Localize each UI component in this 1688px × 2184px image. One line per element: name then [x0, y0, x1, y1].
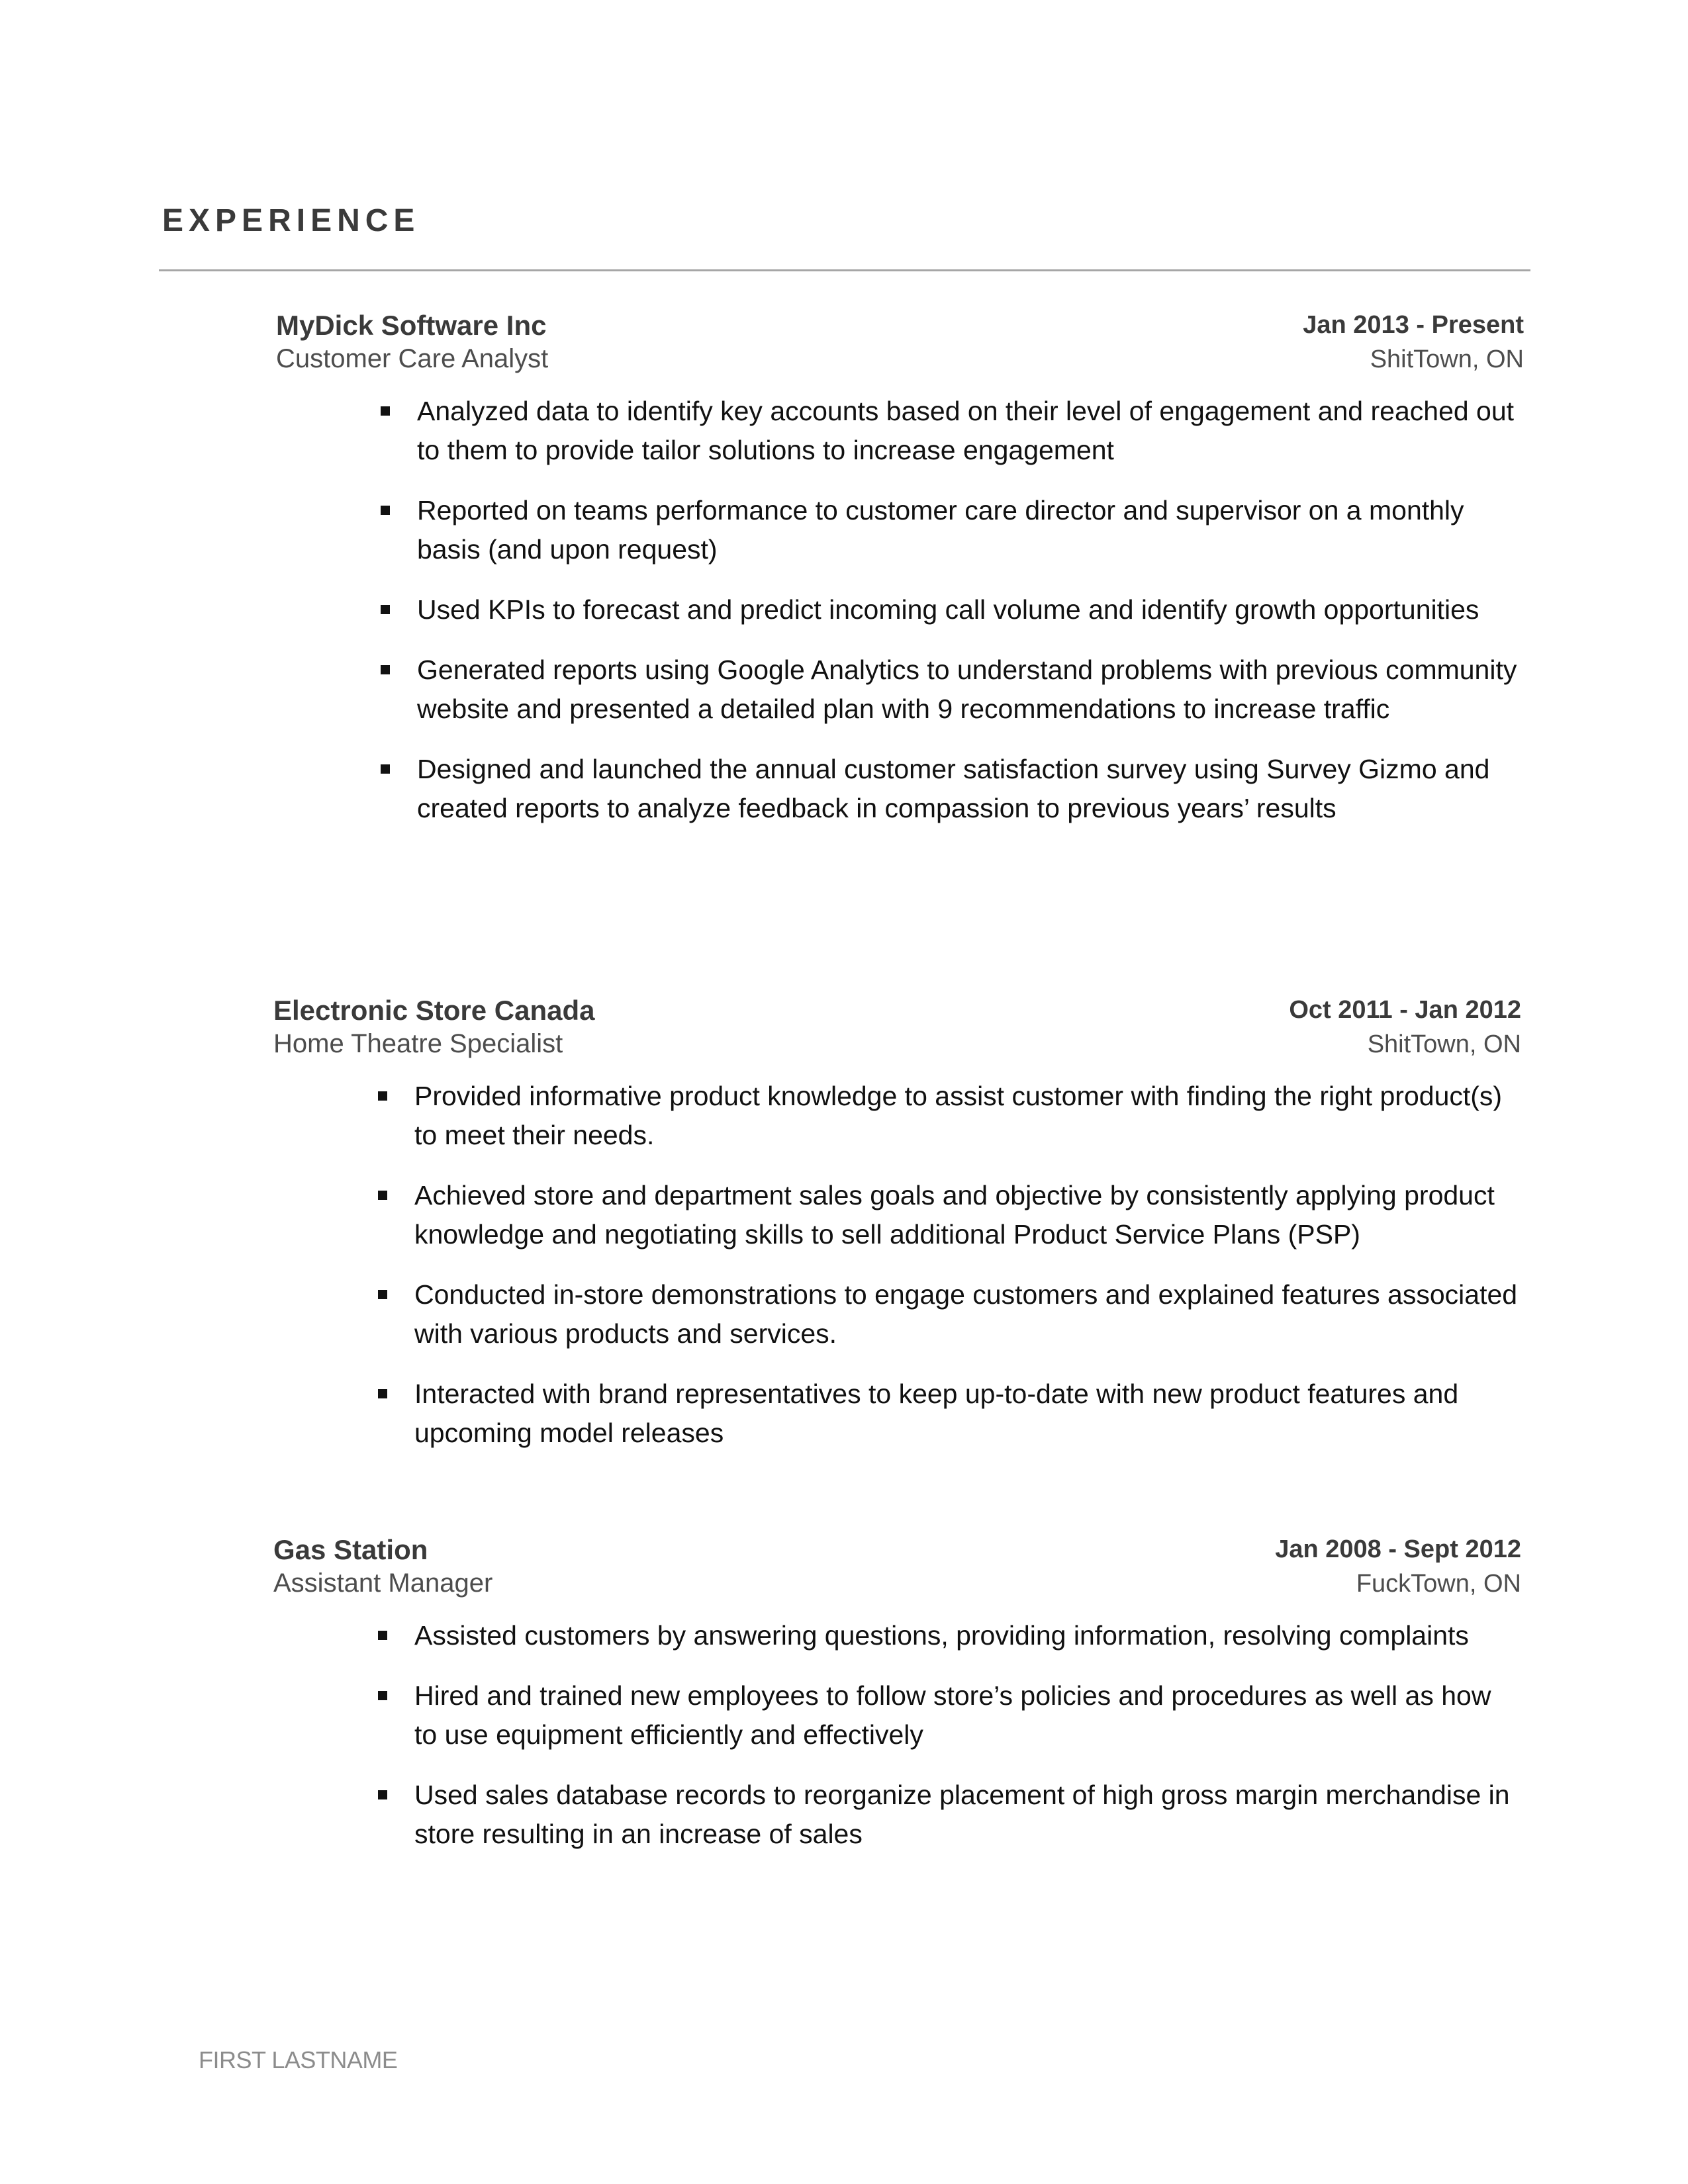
achievement-item	[270, 1275, 1520, 1353]
job-location: ShitTown, ON	[1370, 345, 1524, 373]
square-bullet-icon	[378, 1191, 387, 1200]
achievement-text: Assisted customers by answering questions, providing information, resolving complaints	[414, 1620, 1469, 1651]
achievement-item	[270, 1375, 1520, 1453]
achievement-item	[273, 392, 1523, 470]
square-bullet-icon	[381, 665, 390, 674]
achievement-text: Used KPIs to forecast and predict incoming call volume and identify growth opportunities	[417, 594, 1479, 625]
achievement-text: Conducted in-store demonstrations to engage customers and explained features associated with various products and services.	[414, 1279, 1518, 1349]
achievement-text: Achieved store and department sales goals and objective by consistently applying product knowledge and negotiating skills to sell additional Product Service Plans (PSP)	[414, 1180, 1495, 1250]
employment-dates: Jan 2008 - Sept 2012	[1275, 1535, 1521, 1563]
job-location: ShitTown, ON	[1367, 1030, 1521, 1058]
job-title: Home Theatre Specialist	[273, 1029, 563, 1058]
achievement-item	[270, 1176, 1520, 1254]
achievement-item	[270, 1776, 1520, 1854]
job-header	[273, 310, 1524, 383]
achievement-text: Designed and launched the annual customer satisfaction survey using Survey Gizmo and created reports to analyze feedback in compassion to previous years’ results	[417, 754, 1490, 823]
achievement-item	[273, 491, 1523, 569]
achievement-item	[273, 651, 1523, 729]
company-name: Electronic Store Canada	[273, 995, 595, 1026]
employment-dates: Oct 2011 - Jan 2012	[1289, 996, 1521, 1024]
square-bullet-icon	[381, 406, 390, 416]
job-header	[270, 995, 1521, 1068]
achievement-list	[270, 1077, 1521, 1453]
achievement-item	[273, 590, 1523, 629]
achievement-item	[270, 1077, 1520, 1155]
job-title: Customer Care Analyst	[276, 344, 549, 373]
employment-dates: Jan 2013 - Present	[1303, 311, 1524, 339]
job-header	[270, 1534, 1521, 1607]
achievement-item	[270, 1676, 1520, 1754]
achievement-text: Analyzed data to identify key accounts based on their level of engagement and reached out to them to provide tailor solutions to increase engagement	[417, 396, 1515, 465]
achievement-text: Interacted with brand representatives to keep up-to-date with new product features and upcoming model releases	[414, 1379, 1459, 1448]
achievement-text: Hired and trained new employees to follow store’s policies and procedures as well as how to use equipment efficiently and effectively	[414, 1680, 1491, 1750]
footer-name: FIRST LASTNAME	[199, 2046, 398, 2073]
job-entry	[270, 995, 1521, 1474]
job-entry	[270, 1534, 1521, 1875]
square-bullet-icon	[381, 764, 390, 774]
achievement-text: Reported on teams performance to customer care director and supervisor on a monthly basis (and upon request)	[417, 495, 1464, 565]
square-bullet-icon	[378, 1290, 387, 1299]
achievement-text: Used sales database records to reorganize placement of high gross margin merchandise in store resulting in an increase of sales	[414, 1780, 1510, 1849]
section-heading-experience: EXPERIENCE	[162, 203, 420, 238]
square-bullet-icon	[378, 1389, 387, 1398]
square-bullet-icon	[378, 1790, 387, 1799]
achievement-text: Provided informative product knowledge to assist customer with finding the right product(s) to meet their needs.	[414, 1081, 1503, 1150]
square-bullet-icon	[381, 506, 390, 515]
company-name: Gas Station	[273, 1534, 428, 1565]
job-location: FuckTown, ON	[1356, 1570, 1521, 1598]
square-bullet-icon	[378, 1091, 387, 1101]
square-bullet-icon	[378, 1631, 387, 1640]
job-title: Assistant Manager	[273, 1569, 493, 1598]
achievement-text: Generated reports using Google Analytics to understand problems with previous community website and presented a detailed plan with 9 recommendations to increase traffic	[417, 655, 1517, 724]
achievement-list	[270, 1616, 1521, 1854]
section-divider	[159, 269, 1530, 271]
achievement-list	[273, 392, 1524, 828]
square-bullet-icon	[378, 1691, 387, 1700]
achievement-item	[270, 1616, 1520, 1655]
company-name: MyDick Software Inc	[276, 310, 547, 341]
job-entry	[273, 310, 1524, 849]
achievement-item	[273, 750, 1523, 828]
square-bullet-icon	[381, 605, 390, 614]
